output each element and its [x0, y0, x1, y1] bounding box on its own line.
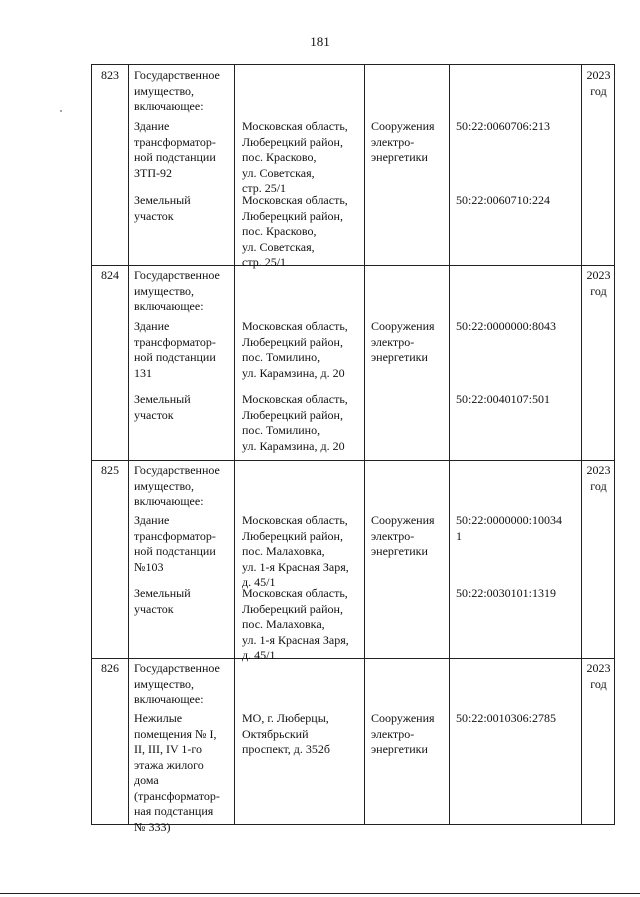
- object-purpose: Сооружения электро- энергетики: [371, 513, 435, 558]
- object-address: Московская область, Люберецкий район, пос. Малаховка, ул. 1-я Красная Заря, д. 45/1: [242, 586, 349, 662]
- cadastral-number: 50:22:0010306:2785: [456, 711, 557, 725]
- object-purpose: Сооружения электро- энергетики: [371, 711, 435, 756]
- row-divider: [92, 460, 614, 461]
- scan-edge-line: [0, 893, 640, 894]
- object-purpose: Сооружения электро- энергетики: [371, 119, 435, 164]
- object-address: Московская область, Люберецкий район, пос. Красково, ул. Советская, стр. 25/1: [242, 193, 348, 269]
- column-divider: [449, 65, 450, 824]
- column-divider: [364, 65, 365, 824]
- scan-speck: [60, 110, 62, 112]
- object-name: Нежилые помещения № I, II, III, IV 1-го этажа жилого дома (трансформатор- ная подстанция № 333): [134, 711, 220, 834]
- year-cell: 2023 год: [586, 661, 611, 691]
- property-table: [91, 64, 615, 834]
- object-address: Московская область, Люберецкий район, пос. Томилино, ул. Карамзина, д. 20: [242, 392, 348, 453]
- object-address: МО, г. Люберцы, Октябрьский проспект, д. 352б: [242, 711, 331, 756]
- object-name: Земельный участок: [134, 392, 191, 422]
- row-divider: [92, 265, 614, 266]
- object-purpose: Сооружения электро- энергетики: [371, 319, 435, 364]
- object-address: Московская область, Люберецкий район, пос. Томилино, ул. Карамзина, д. 20: [242, 319, 348, 380]
- cadastral-number: 50:22:0030101:1319: [456, 586, 557, 600]
- group-title: Государственное имущество, включающее:: [134, 661, 220, 706]
- year-cell: 2023 год: [586, 68, 611, 98]
- object-name: Здание трансформатор- ной подстанции ЗТП-92: [134, 119, 216, 180]
- row-number: 826: [101, 661, 119, 675]
- object-name: Здание трансформатор- ной подстанции №103: [134, 513, 216, 574]
- row-number: 824: [101, 268, 119, 282]
- object-name: Земельный участок: [134, 586, 191, 616]
- row-divider: [92, 658, 614, 659]
- year-cell: 2023 год: [586, 268, 611, 298]
- group-title: Государственное имущество, включающее:: [134, 268, 220, 313]
- page-number: 181: [310, 34, 330, 49]
- group-title: Государственное имущество, включающее:: [134, 463, 220, 508]
- cadastral-number: 50:22:0040107:501: [456, 392, 551, 406]
- column-divider: [128, 65, 129, 824]
- cadastral-number: 50:22:0000000:8043: [456, 319, 557, 333]
- group-title: Государственное имущество, включающее:: [134, 68, 220, 113]
- object-name: Здание трансформатор- ной подстанции 131: [134, 319, 216, 380]
- cadastral-number: 50:22:0060710:224: [456, 193, 551, 207]
- object-address: Московская область, Люберецкий район, пос. Красково, ул. Советская, стр. 25/1: [242, 119, 348, 195]
- column-divider: [234, 65, 235, 824]
- object-address: Московская область, Люберецкий район, пос. Малаховка, ул. 1-я Красная Заря, д. 45/1: [242, 513, 349, 589]
- cadastral-number: 50:22:0000000:10034 1: [456, 513, 563, 543]
- object-name: Земельный участок: [134, 193, 191, 223]
- cadastral-number: 50:22:0060706:213: [456, 119, 551, 133]
- column-divider: [581, 65, 582, 824]
- year-cell: 2023 год: [586, 463, 611, 493]
- row-number: 823: [101, 68, 119, 82]
- row-number: 825: [101, 463, 119, 477]
